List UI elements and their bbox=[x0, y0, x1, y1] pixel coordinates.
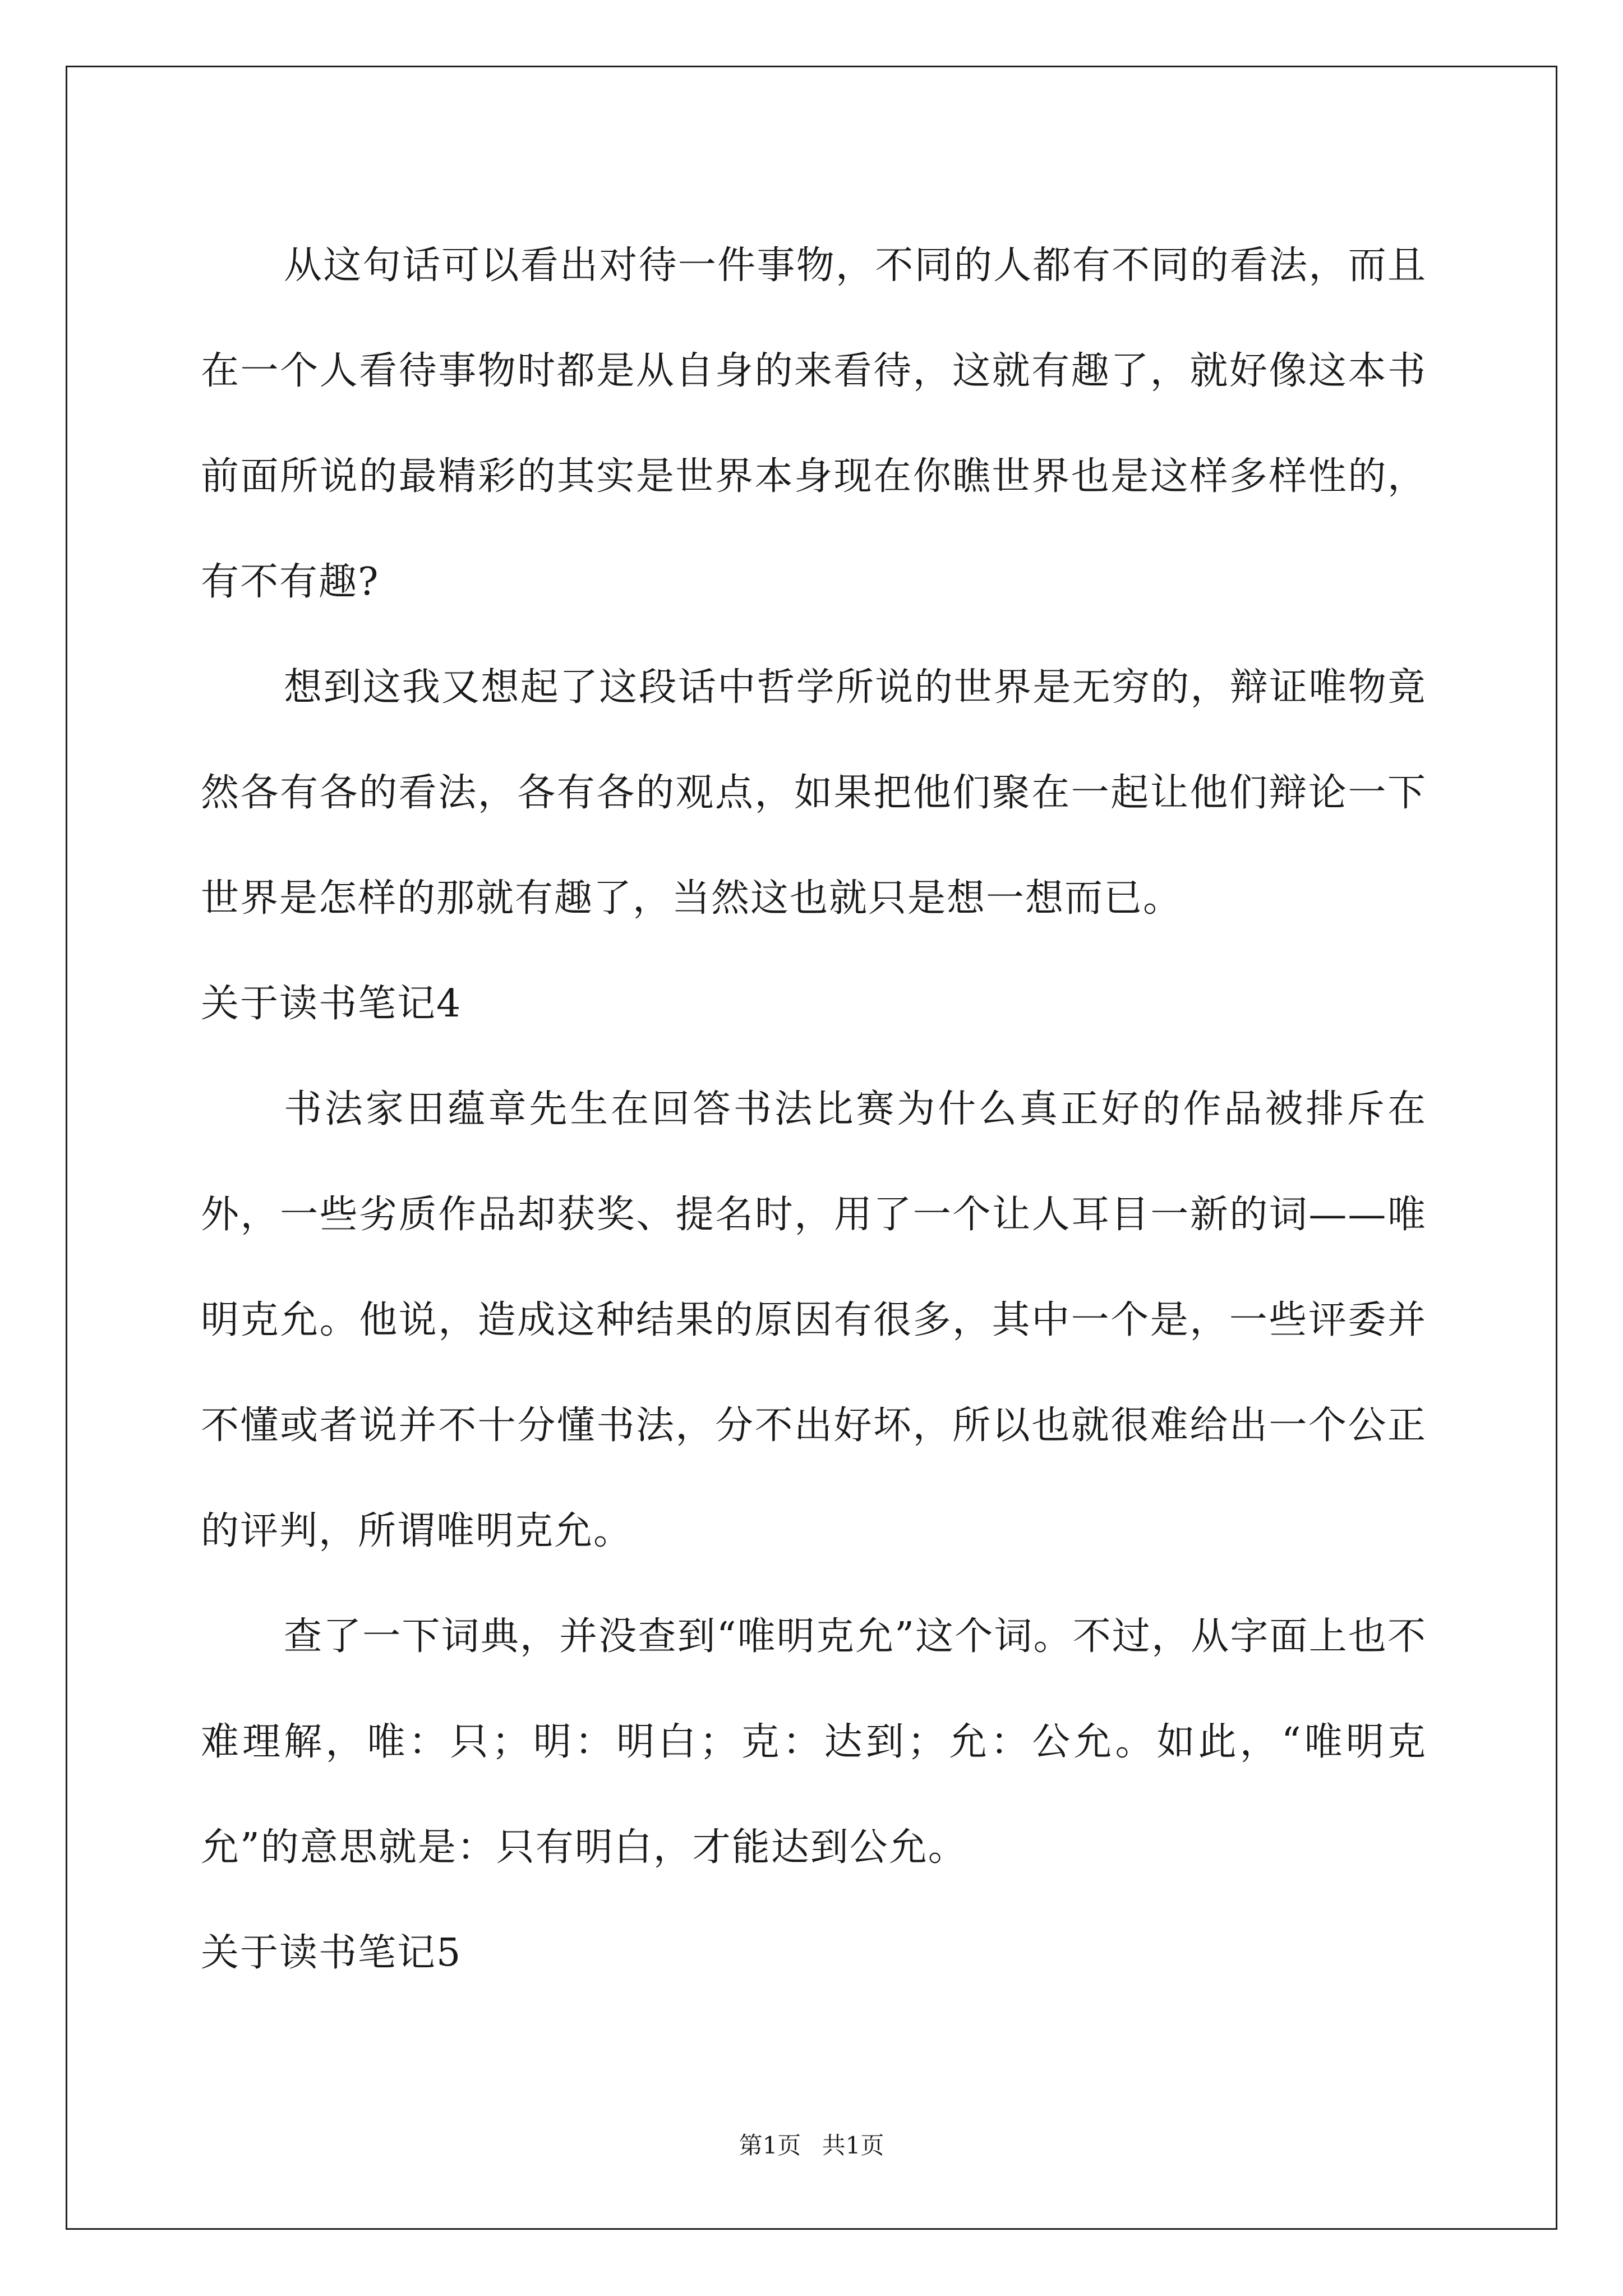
paragraph: 书法家田蕴章先生在回答书法比赛为什么真正好的作品被排斥在外，一些劣质作品却获奖、提名时，用了一个让人耳目一新的词——唯明克允。他说，造成这种结果的原因有很多，其中一个是，一些评委并不懂或者说并不十分懂书法，分不出好坏，所以也就很难给出一个公正的评判，所谓唯明克允。 bbox=[201, 1087, 1427, 1553]
page-total: 共1页 bbox=[822, 2132, 884, 2159]
paragraph: 查了一下词典，并没查到“唯明克允”这个词。不过，从字面上也不难理解，唯：只；明：明白；克：达到；允：公允。如此，“唯明克允”的意思就是：只有明白，才能达到公允。 bbox=[201, 1614, 1427, 1870]
document-body bbox=[201, 213, 1427, 2006]
section-heading: 关于读书笔记4 bbox=[201, 982, 462, 1026]
paragraph: 从这句话可以看出对待一件事物，不同的人都有不同的看法，而且在一个人看待事物时都是从自身的来看待，这就有趣了，就好像这本书前面所说的最精彩的其实是世界本身现在你瞧世界也是这样多样性的，有不有趣? bbox=[201, 243, 1427, 604]
page-footer bbox=[0, 2129, 1623, 2162]
section-heading: 关于读书笔记5 bbox=[201, 1931, 462, 1975]
page-number: 第1页 bbox=[739, 2132, 801, 2159]
paragraph: 想到这我又想起了这段话中哲学所说的世界是无穷的，辩证唯物竟然各有各的看法，各有各的观点，如果把他们聚在一起让他们辩论一下世界是怎样的那就有趣了，当然这也就只是想一想而已。 bbox=[201, 665, 1427, 921]
